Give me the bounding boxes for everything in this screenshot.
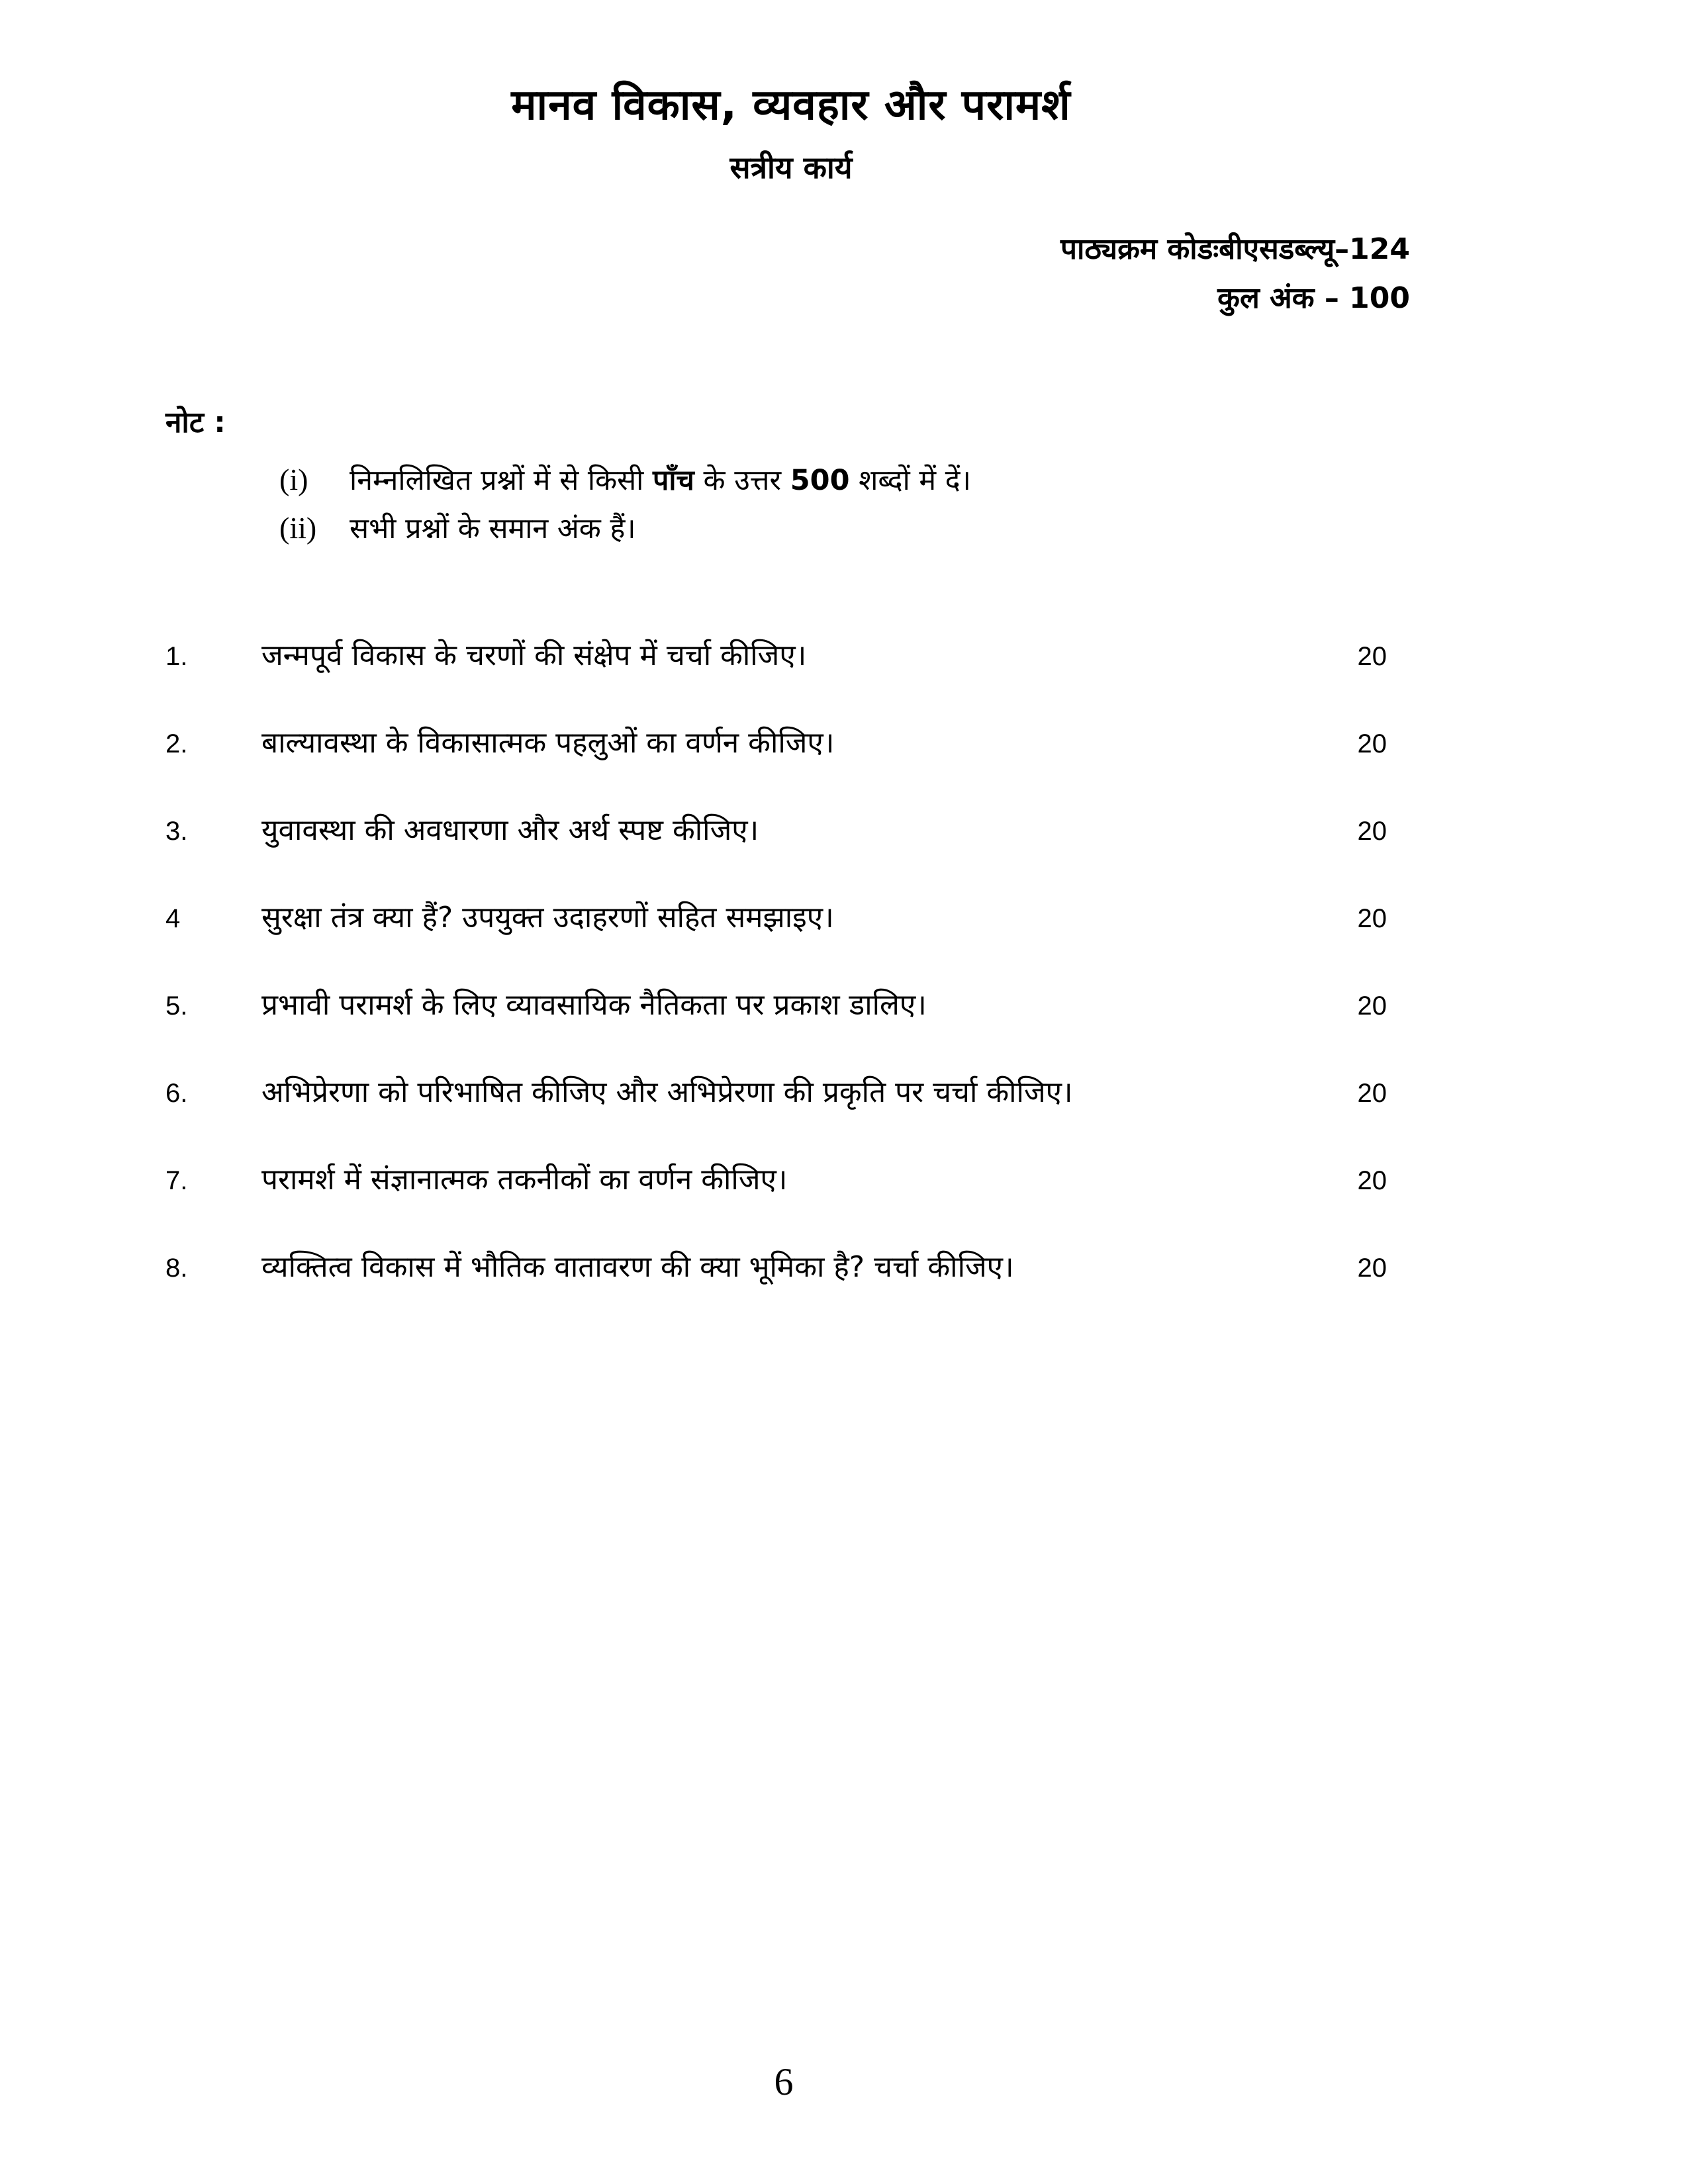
total-marks: कुल अंक – 100 [1217, 281, 1410, 315]
question-list [165, 637, 1387, 1336]
note-item-text [350, 459, 971, 502]
question-number: 8. [165, 1253, 188, 1283]
question-row [165, 1248, 1387, 1336]
page-footer [0, 2060, 1568, 2104]
page-subtitle: सत्रीय कार्य [729, 150, 853, 185]
question-row [165, 1161, 1387, 1248]
question-text: परामर्श में संज्ञानात्मक तकनीकों का वर्णन कीजिए। [261, 1163, 788, 1197]
question-number: 6. [165, 1079, 188, 1108]
question-marks: 20 [1357, 1079, 1387, 1108]
note-text-part: शब्दों में दें। [849, 464, 971, 497]
note-item-text: सभी प्रश्नों के समान अंक हैं। [350, 512, 636, 545]
question-marks: 20 [1357, 1253, 1387, 1283]
question-text: सुरक्षा तंत्र क्या हैं? उपयुक्त उदाहरणों सहित समझाइए। [261, 901, 834, 934]
note-item [279, 506, 1410, 551]
question-text: अभिप्रेरणा को परिभाषित कीजिए और अभिप्रेरणा की प्रकृति पर चर्चा कीजिए। [261, 1075, 1073, 1109]
note-text-bold-number: 500 [790, 464, 850, 497]
note-items [279, 458, 1410, 551]
question-row [165, 1073, 1387, 1161]
question-text: युवावस्था की अवधारणा और अर्थ स्पष्ट कीजिए। [261, 813, 759, 847]
course-info-block [1060, 225, 1410, 323]
page-title: मानव विकास, व्यवहार और परामर्श [511, 81, 1071, 130]
question-row [165, 811, 1387, 899]
note-label: नोट : [165, 406, 226, 439]
course-code: पाठ्यक्रम कोडःबीएसडब्ल्यू–124 [1060, 232, 1410, 266]
note-item-marker: (i) [279, 463, 308, 496]
question-number: 3. [165, 817, 188, 846]
question-text: प्रभावी परामर्श के लिए व्यावसायिक नैतिकता पर प्रकाश डालिए। [261, 988, 927, 1022]
note-section [165, 401, 1410, 555]
question-marks: 20 [1357, 904, 1387, 933]
page-header [0, 74, 1582, 187]
question-text: बाल्यावस्था के विकासात्मक पहलुओं का वर्णन कीजिए। [261, 726, 835, 760]
question-number: 7. [165, 1166, 188, 1195]
page-number: 6 [774, 2060, 794, 2103]
question-number: 1. [165, 642, 188, 671]
note-item [279, 458, 1410, 502]
question-row [165, 986, 1387, 1073]
question-marks: 20 [1357, 817, 1387, 846]
question-row [165, 637, 1387, 724]
note-text-bold-word: पाँच [652, 464, 694, 497]
question-marks: 20 [1357, 1166, 1387, 1195]
question-text: जन्मपूर्व विकास के चरणों की संक्षेप में चर्चा कीजिए। [261, 639, 807, 672]
note-item-marker: (ii) [279, 511, 317, 545]
question-marks: 20 [1357, 729, 1387, 758]
question-marks: 20 [1357, 991, 1387, 1021]
question-number: 5. [165, 991, 188, 1021]
question-marks: 20 [1357, 642, 1387, 671]
note-text-part: के उत्तर [694, 464, 790, 497]
question-text: व्यक्तित्व विकास में भौतिक वातावरण की क्या भूमिका है? चर्चा कीजिए। [261, 1250, 1014, 1284]
question-row [165, 899, 1387, 986]
question-row [165, 724, 1387, 811]
question-number: 4 [165, 904, 181, 933]
note-text-part: निम्नलिखित प्रश्नों में से किसी [350, 464, 653, 497]
question-number: 2. [165, 729, 188, 758]
